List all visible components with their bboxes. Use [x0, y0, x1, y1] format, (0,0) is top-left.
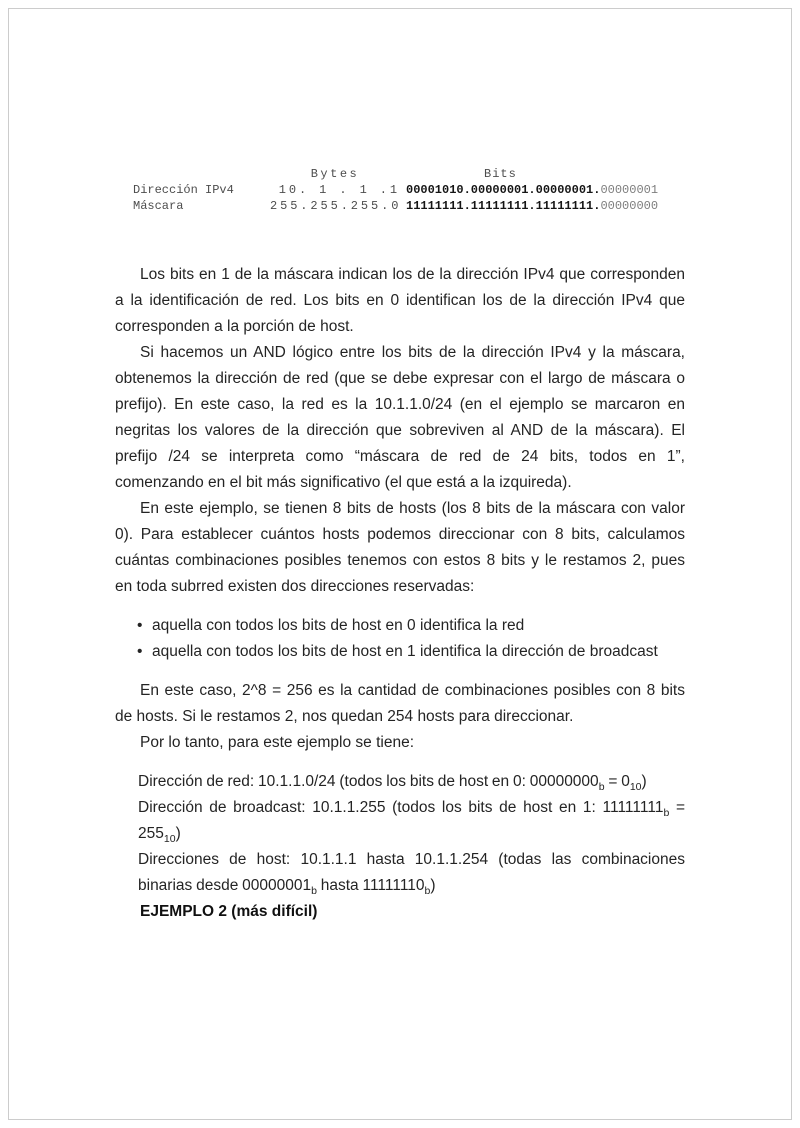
- example-results-block: [138, 769, 685, 899]
- bits-host-portion: 00000000: [600, 199, 659, 213]
- network-address-line: Dirección de red: 10.1.1.0/24 (todos los bits de host en 0: $00000000_b = 0_{10}$): [138, 773, 647, 794]
- paragraph-host-bits: En este ejemplo, se tienen 8 bits de hosts (los 8 bits de la máscara con valor 0). Para establecer cuántos hosts podemos direccionar con 8 bits, calculamos cuántas combinaciones posibles tenemos con estos 8 bits y le restamos 2, pues en toda subrred existen dos direcciones reservadas:: [115, 500, 685, 595]
- paragraph-and-logic: Si hacemos un AND lógico entre los bits de la dirección IPv4 y la máscara, obtenemos la dirección de red (que se debe expresar con el largo de máscara o prefijo). En este caso, la red es la 10.1.1.0/24 (en el ejemplo se marcaron en negritas los valores de la dirección que sobreviven al AND de la máscara). El prefijo /24 se interpreta como “máscara de red de 24 bits, todos en 1”, comenzando en el bit más significativo (el que está a la izquireda).: [115, 344, 685, 491]
- bits-host-portion: 00000001: [600, 183, 659, 197]
- bits-column-header: Bits: [484, 167, 517, 181]
- row-bytes-value: 10. 1 . 1 .1: [278, 183, 400, 197]
- paragraph-combinations: En este caso, 2^8 = 256 es la cantidad de combinaciones posibles con 8 bits de hosts. Si le restamos 2, nos quedan 254 hosts para direccionar.: [115, 682, 685, 725]
- list-item: • aquella con todos los bits de host en 1 identifica la dirección de broadcast: [137, 639, 685, 665]
- bytes-column-header: Bytes: [310, 167, 360, 181]
- page-content: [115, 0, 685, 925]
- list-item: • aquella con todos los bits de host en 0 identifica la red: [137, 613, 685, 639]
- host-addresses-line: Direcciones de host: 10.1.1.1 hasta 10.1.1.254 (todas las combinaciones binarias desde $00000001_b$ hasta $11111110_b$): [138, 851, 685, 898]
- row-label: Máscara: [133, 199, 184, 213]
- example-2-heading: EJEMPLO 2 (más difícil): [140, 903, 318, 920]
- body-text: [115, 262, 685, 925]
- row-bits-value: [400, 182, 685, 198]
- table-header-row: [133, 166, 685, 182]
- broadcast-address-line: Dirección de broadcast: 10.1.1.255 (todos los bits de host en 1: $11111111_b = 255_{10}$): [138, 799, 685, 846]
- ip-mask-table: [133, 166, 685, 214]
- paragraph-group: [115, 262, 685, 600]
- table-row: [133, 198, 685, 214]
- row-label: Dirección IPv4: [133, 183, 234, 197]
- reserved-addresses-list: [115, 613, 685, 665]
- paragraph-mask-bits: Los bits en 1 de la máscara indican los de la dirección IPv4 que corresponden a la identificación de red. Los bits en 0 identifican los de la dirección IPv4 que corresponden a la porción de host.: [115, 266, 685, 335]
- bits-network-portion: 11111111.11111111.11111111.: [406, 199, 601, 213]
- paragraph-group: [115, 678, 685, 756]
- row-bits-value: [400, 198, 685, 214]
- table-row: [133, 182, 685, 198]
- row-bytes-value: 255.255.255.0: [270, 199, 402, 213]
- bits-network-portion: 00001010.00000001.00000001.: [406, 183, 601, 197]
- table-header-spacer: [133, 166, 270, 182]
- paragraph-therefore: Por lo tanto, para este ejemplo se tiene:: [140, 734, 414, 751]
